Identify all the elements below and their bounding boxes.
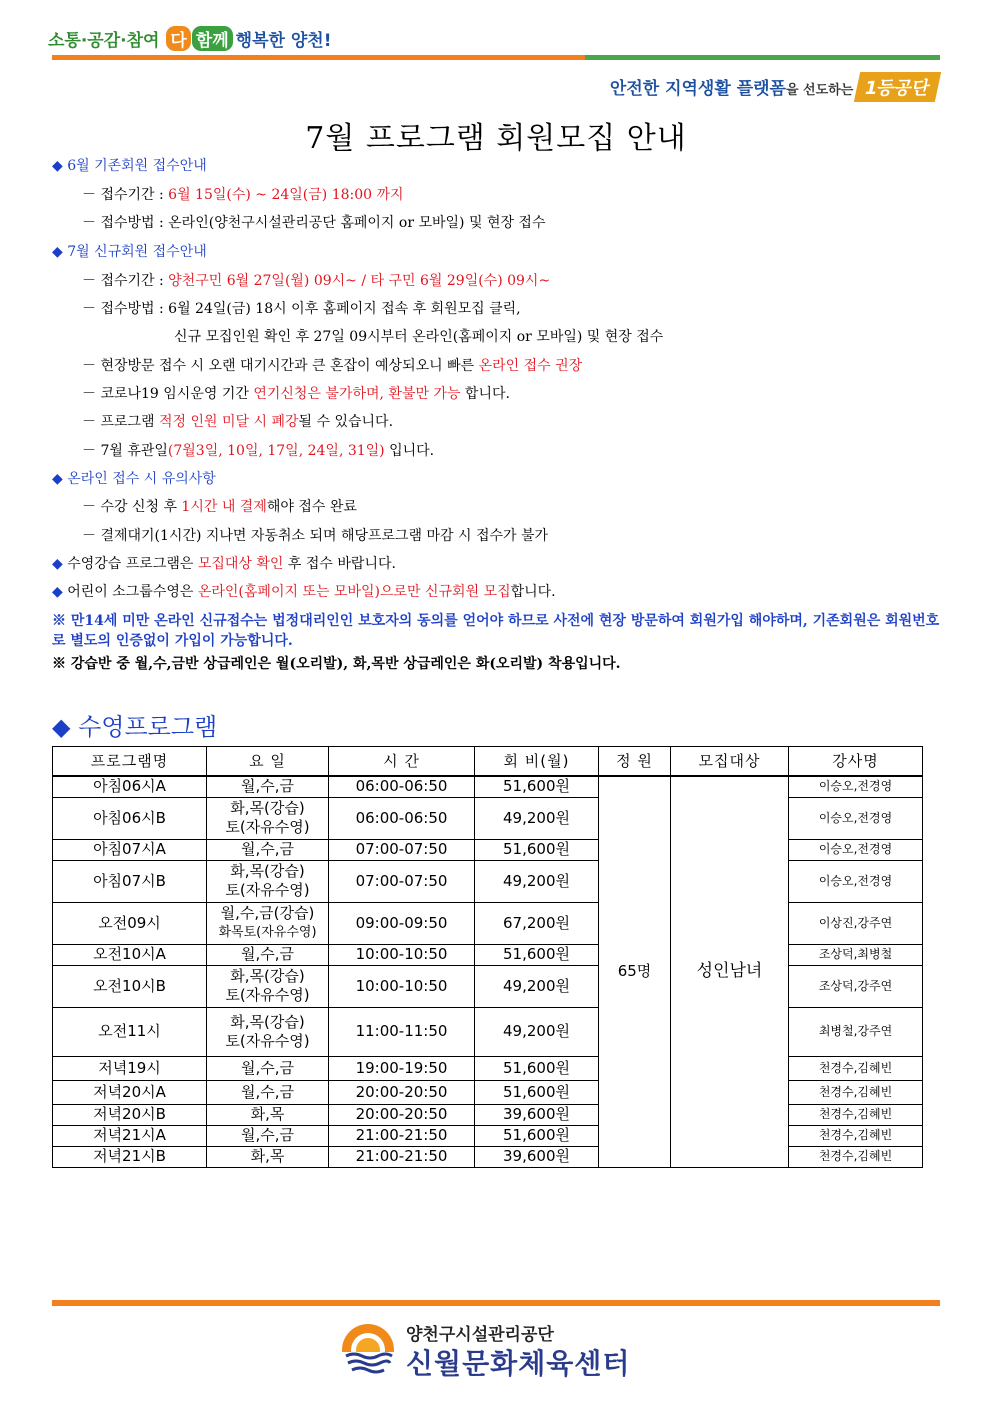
col-header-instructor: 강사명	[789, 747, 923, 777]
cell-time: 10:00-10:50	[329, 965, 475, 1007]
cell-instructor: 이승오,전경영	[789, 860, 923, 902]
table-row	[53, 1146, 923, 1167]
cell-instructor: 이승오,전경영	[789, 839, 923, 860]
cell-instructor: 천경수,김혜빈	[789, 1125, 923, 1146]
table-row	[53, 965, 923, 1007]
cell-time: 10:00-10:50	[329, 944, 475, 965]
table-row	[53, 1056, 923, 1080]
cell-program-name: 아침07시B	[53, 860, 207, 902]
notice-line	[52, 554, 396, 574]
notice-line: － 결제대기(1시간) 지나면 자동취소 되며 해당프로그램 마감 시 접수가 불가	[82, 528, 549, 544]
tagline-rank-badge: 1등공단	[854, 72, 941, 102]
notice-line	[82, 441, 434, 461]
notice-label: － 접수기간 :	[82, 273, 169, 289]
cell-program-name: 아침06시A	[53, 776, 207, 797]
cell-program-name: 저녁20시B	[53, 1104, 207, 1125]
table-row	[53, 1080, 923, 1104]
footer-logo	[340, 1318, 660, 1382]
notice-line: 신규 모집인원 확인 후 27일 09시부터 온라인(홈페이지 or 모바일) 및 현장 접수	[174, 329, 664, 345]
day-line: 월,수,금	[240, 840, 294, 858]
cell-day	[207, 797, 329, 839]
notice-highlight: (7월3일, 10일, 17일, 24일, 31일)	[167, 443, 385, 459]
cell-instructor: 최병철,강주연	[789, 1007, 923, 1056]
cell-program-name: 저녁20시A	[53, 1080, 207, 1104]
cell-time: 09:00-09:50	[329, 902, 475, 944]
day-line: 토(자유수영)	[225, 986, 310, 1004]
cell-program-name: 아침06시B	[53, 797, 207, 839]
tagline-mid: 을 선도하는	[785, 83, 854, 98]
cell-fee: 67,200원	[475, 902, 599, 944]
cell-instructor: 천경수,김혜빈	[789, 1104, 923, 1125]
table-row	[53, 860, 923, 902]
notice-line	[82, 497, 357, 517]
cell-fee: 51,600원	[475, 1125, 599, 1146]
notice-text: 수영강습 프로그램은	[62, 556, 198, 572]
notice-text: 합니다.	[460, 386, 510, 402]
day-line: 토(자유수영)	[225, 1031, 310, 1050]
notice-text: 해야 접수 완료	[266, 499, 357, 515]
cell-time: 06:00-06:50	[329, 776, 475, 797]
cell-fee: 51,600원	[475, 776, 599, 797]
cell-day	[207, 965, 329, 1007]
cell-fee: 49,200원	[475, 965, 599, 1007]
page-title: 7월 프로그램 회원모집 안내	[305, 121, 687, 156]
day-line: 월,수,금	[240, 1126, 294, 1144]
cell-time: 19:00-19:50	[329, 1056, 475, 1080]
col-header-target: 모집대상	[671, 747, 789, 777]
bottom-divider	[52, 1300, 940, 1306]
cell-program-name: 오전10시A	[53, 944, 207, 965]
day-line: 화목토(자유수영)	[218, 925, 317, 940]
notice-text: 입니다.	[384, 443, 435, 459]
cell-day	[207, 839, 329, 860]
notice-line: － 접수방법 : 온라인(양천구시설관리공단 홈페이지 or 모바일) 및 현장 접수	[82, 215, 546, 231]
cell-day	[207, 1007, 329, 1056]
tagline-main: 안전한 지역생활 플랫폼	[609, 79, 786, 99]
cell-instructor: 이승오,전경영	[789, 797, 923, 839]
cell-capacity: 65명	[599, 776, 671, 1167]
col-header-day: 요 일	[207, 747, 329, 777]
notice-text: － 프로그램	[82, 414, 159, 430]
cell-fee: 39,600원	[475, 1104, 599, 1125]
table-row	[53, 902, 923, 944]
day-line: 화,목(강습)	[230, 1012, 305, 1031]
table-row	[53, 797, 923, 839]
cell-day	[207, 902, 329, 944]
cell-fee: 49,200원	[475, 1007, 599, 1056]
notice-text: － 코로나19 임시운영 기간	[82, 386, 254, 402]
notice-label: － 접수기간 :	[82, 187, 169, 203]
cell-fee: 51,600원	[475, 1080, 599, 1104]
table-row	[53, 839, 923, 860]
cell-instructor: 천경수,김혜빈	[789, 1056, 923, 1080]
col-header-time: 시 간	[329, 747, 475, 777]
cell-instructor: 천경수,김혜빈	[789, 1146, 923, 1167]
sun-wave-logo-icon	[340, 1322, 396, 1378]
cell-program-name: 저녁21시B	[53, 1146, 207, 1167]
day-line: 월,수,금	[240, 945, 294, 963]
cell-instructor: 천경수,김혜빈	[789, 1080, 923, 1104]
day-line: 화,목	[250, 1105, 285, 1123]
cell-instructor: 이승오,전경영	[789, 776, 923, 797]
cell-program-name: 오전11시	[53, 1007, 207, 1056]
notice-highlight: 1시간 내 결제	[181, 499, 267, 515]
slogan-badge-da: 다	[166, 26, 190, 51]
diamond-bullet: ◆	[52, 556, 63, 572]
day-line: 화,목(강습)	[230, 799, 305, 817]
program-table	[52, 746, 923, 1168]
cell-instructor: 이상진,강주연	[789, 902, 923, 944]
table-row	[53, 1104, 923, 1125]
notice-text: － 현장방문 접수 시 오랜 대기시간과 큰 혼잡이 예상되오니 빠른	[82, 358, 479, 374]
cell-day	[207, 1104, 329, 1125]
notice-text: － 수강 신청 후	[82, 499, 182, 515]
cell-instructor: 조상덕,최병철	[789, 944, 923, 965]
note-lane: ※ 강습반 중 월,수,금반 상급레인은 월(오리발), 화,목반 상급레인은 화(오리발) 착용입니다.	[52, 656, 621, 672]
notice-highlight: 적정 인원 미달 시 폐강	[159, 414, 299, 430]
cell-fee: 49,200원	[475, 860, 599, 902]
cell-day	[207, 944, 329, 965]
notice-line	[82, 271, 550, 291]
notice-line	[82, 356, 582, 376]
notice-highlight: 6월 15일(수) ~ 24일(금) 18:00 까지	[168, 187, 404, 203]
table-row	[53, 944, 923, 965]
day-line: 토(자유수영)	[225, 881, 310, 899]
notice-highlight: 연기신청은 불가하며, 환불만 가능	[253, 386, 461, 402]
note-minor: ※ 만14세 미만 온라인 신규접수는 법정대리인인 보호자의 동의를 얻어야 하므로 사전에 현장 방문하여 회원가입 해야하며, 기존회원은 회원번호로 별도의 인증없이 가입이 가능합니다.	[52, 613, 940, 649]
day-line: 월,수,금(강습)	[220, 904, 315, 922]
day-line: 토(자유수영)	[225, 818, 310, 836]
cell-time: 21:00-21:50	[329, 1146, 475, 1167]
day-line: 화,목(강습)	[230, 862, 305, 880]
diamond-bullet: ◆	[52, 584, 63, 600]
section-title-swim: ◆ 수영프로그램	[52, 713, 218, 741]
slogan-text: 소통·공감·참여	[48, 31, 166, 51]
cell-target: 성인남녀	[671, 776, 789, 1167]
cell-time: 07:00-07:50	[329, 860, 475, 902]
top-divider	[52, 55, 940, 60]
notice-text: 합니다.	[510, 584, 556, 600]
notice-line	[82, 185, 404, 205]
notice-line	[82, 412, 393, 432]
cell-fee: 51,600원	[475, 1056, 599, 1080]
cell-program-name: 오전09시	[53, 902, 207, 944]
cell-program-name: 저녁21시A	[53, 1125, 207, 1146]
cell-fee: 51,600원	[475, 839, 599, 860]
notice-text: 어린이 소그룹수영은	[62, 584, 198, 600]
cell-day	[207, 1146, 329, 1167]
cell-day	[207, 1125, 329, 1146]
notice-line	[82, 384, 510, 404]
notice-highlight: 온라인(홈페이지 또는 모바일)으로만 신규회원 모집	[197, 584, 511, 600]
section-heading-online: ◆ 온라인 접수 시 유의사항	[52, 471, 216, 487]
cell-program-name: 아침07시A	[53, 839, 207, 860]
cell-day	[207, 1080, 329, 1104]
slogan-happy: 행복한 양천!	[235, 31, 332, 51]
cell-day	[207, 1056, 329, 1080]
cell-day	[207, 860, 329, 902]
table-row	[53, 1125, 923, 1146]
cell-fee: 39,600원	[475, 1146, 599, 1167]
col-header-fee: 회 비(월)	[475, 747, 599, 777]
cell-time: 11:00-11:50	[329, 1007, 475, 1056]
cell-day	[207, 776, 329, 797]
footer-org-name: 양천구시설관리공단	[406, 1325, 554, 1345]
cell-fee: 49,200원	[475, 797, 599, 839]
section-heading-new: ◆ 7월 신규회원 접수안내	[52, 244, 207, 260]
col-header-program: 프로그램명	[53, 747, 207, 777]
slogan	[48, 26, 331, 51]
day-line: 월,수,금	[240, 777, 294, 796]
day-line: 화,목(강습)	[230, 967, 305, 985]
cell-fee: 51,600원	[475, 944, 599, 965]
cell-time: 20:00-20:50	[329, 1080, 475, 1104]
cell-instructor: 조상덕,강주연	[789, 965, 923, 1007]
notice-line	[52, 582, 556, 602]
table-row	[53, 776, 923, 797]
tagline	[610, 72, 938, 102]
cell-time: 07:00-07:50	[329, 839, 475, 860]
day-line: 화,목	[250, 1147, 285, 1165]
cell-time: 20:00-20:50	[329, 1104, 475, 1125]
slogan-badge-together: 함께	[192, 26, 233, 51]
day-line: 월,수,금	[240, 1082, 294, 1101]
notice-highlight: 양천구민 6월 27일(월) 09시~ / 타 구민 6월 29일(수) 09시~	[168, 273, 551, 289]
cell-program-name: 저녁19시	[53, 1056, 207, 1080]
notice-text: － 7월 휴관일	[82, 443, 168, 459]
cell-time: 21:00-21:50	[329, 1125, 475, 1146]
col-header-capacity: 정 원	[599, 747, 671, 777]
section-heading-existing: ◆ 6월 기존회원 접수안내	[52, 158, 207, 174]
cell-time: 06:00-06:50	[329, 797, 475, 839]
footer-center-name: 신월문화체육센터	[406, 1347, 631, 1380]
day-line: 월,수,금	[240, 1058, 294, 1077]
notice-line: － 접수방법 : 6월 24일(금) 18시 이후 홈페이지 접속 후 회원모집 클릭,	[82, 301, 521, 317]
table-row	[53, 1007, 923, 1056]
notice-highlight: 모집대상 확인	[197, 556, 284, 572]
cell-program-name: 오전10시B	[53, 965, 207, 1007]
notice-highlight: 온라인 접수 권장	[478, 358, 583, 374]
notice-text: 후 접수 바랍니다.	[283, 556, 396, 572]
notice-text: 될 수 있습니다.	[298, 414, 394, 430]
table-header-row	[53, 747, 923, 777]
